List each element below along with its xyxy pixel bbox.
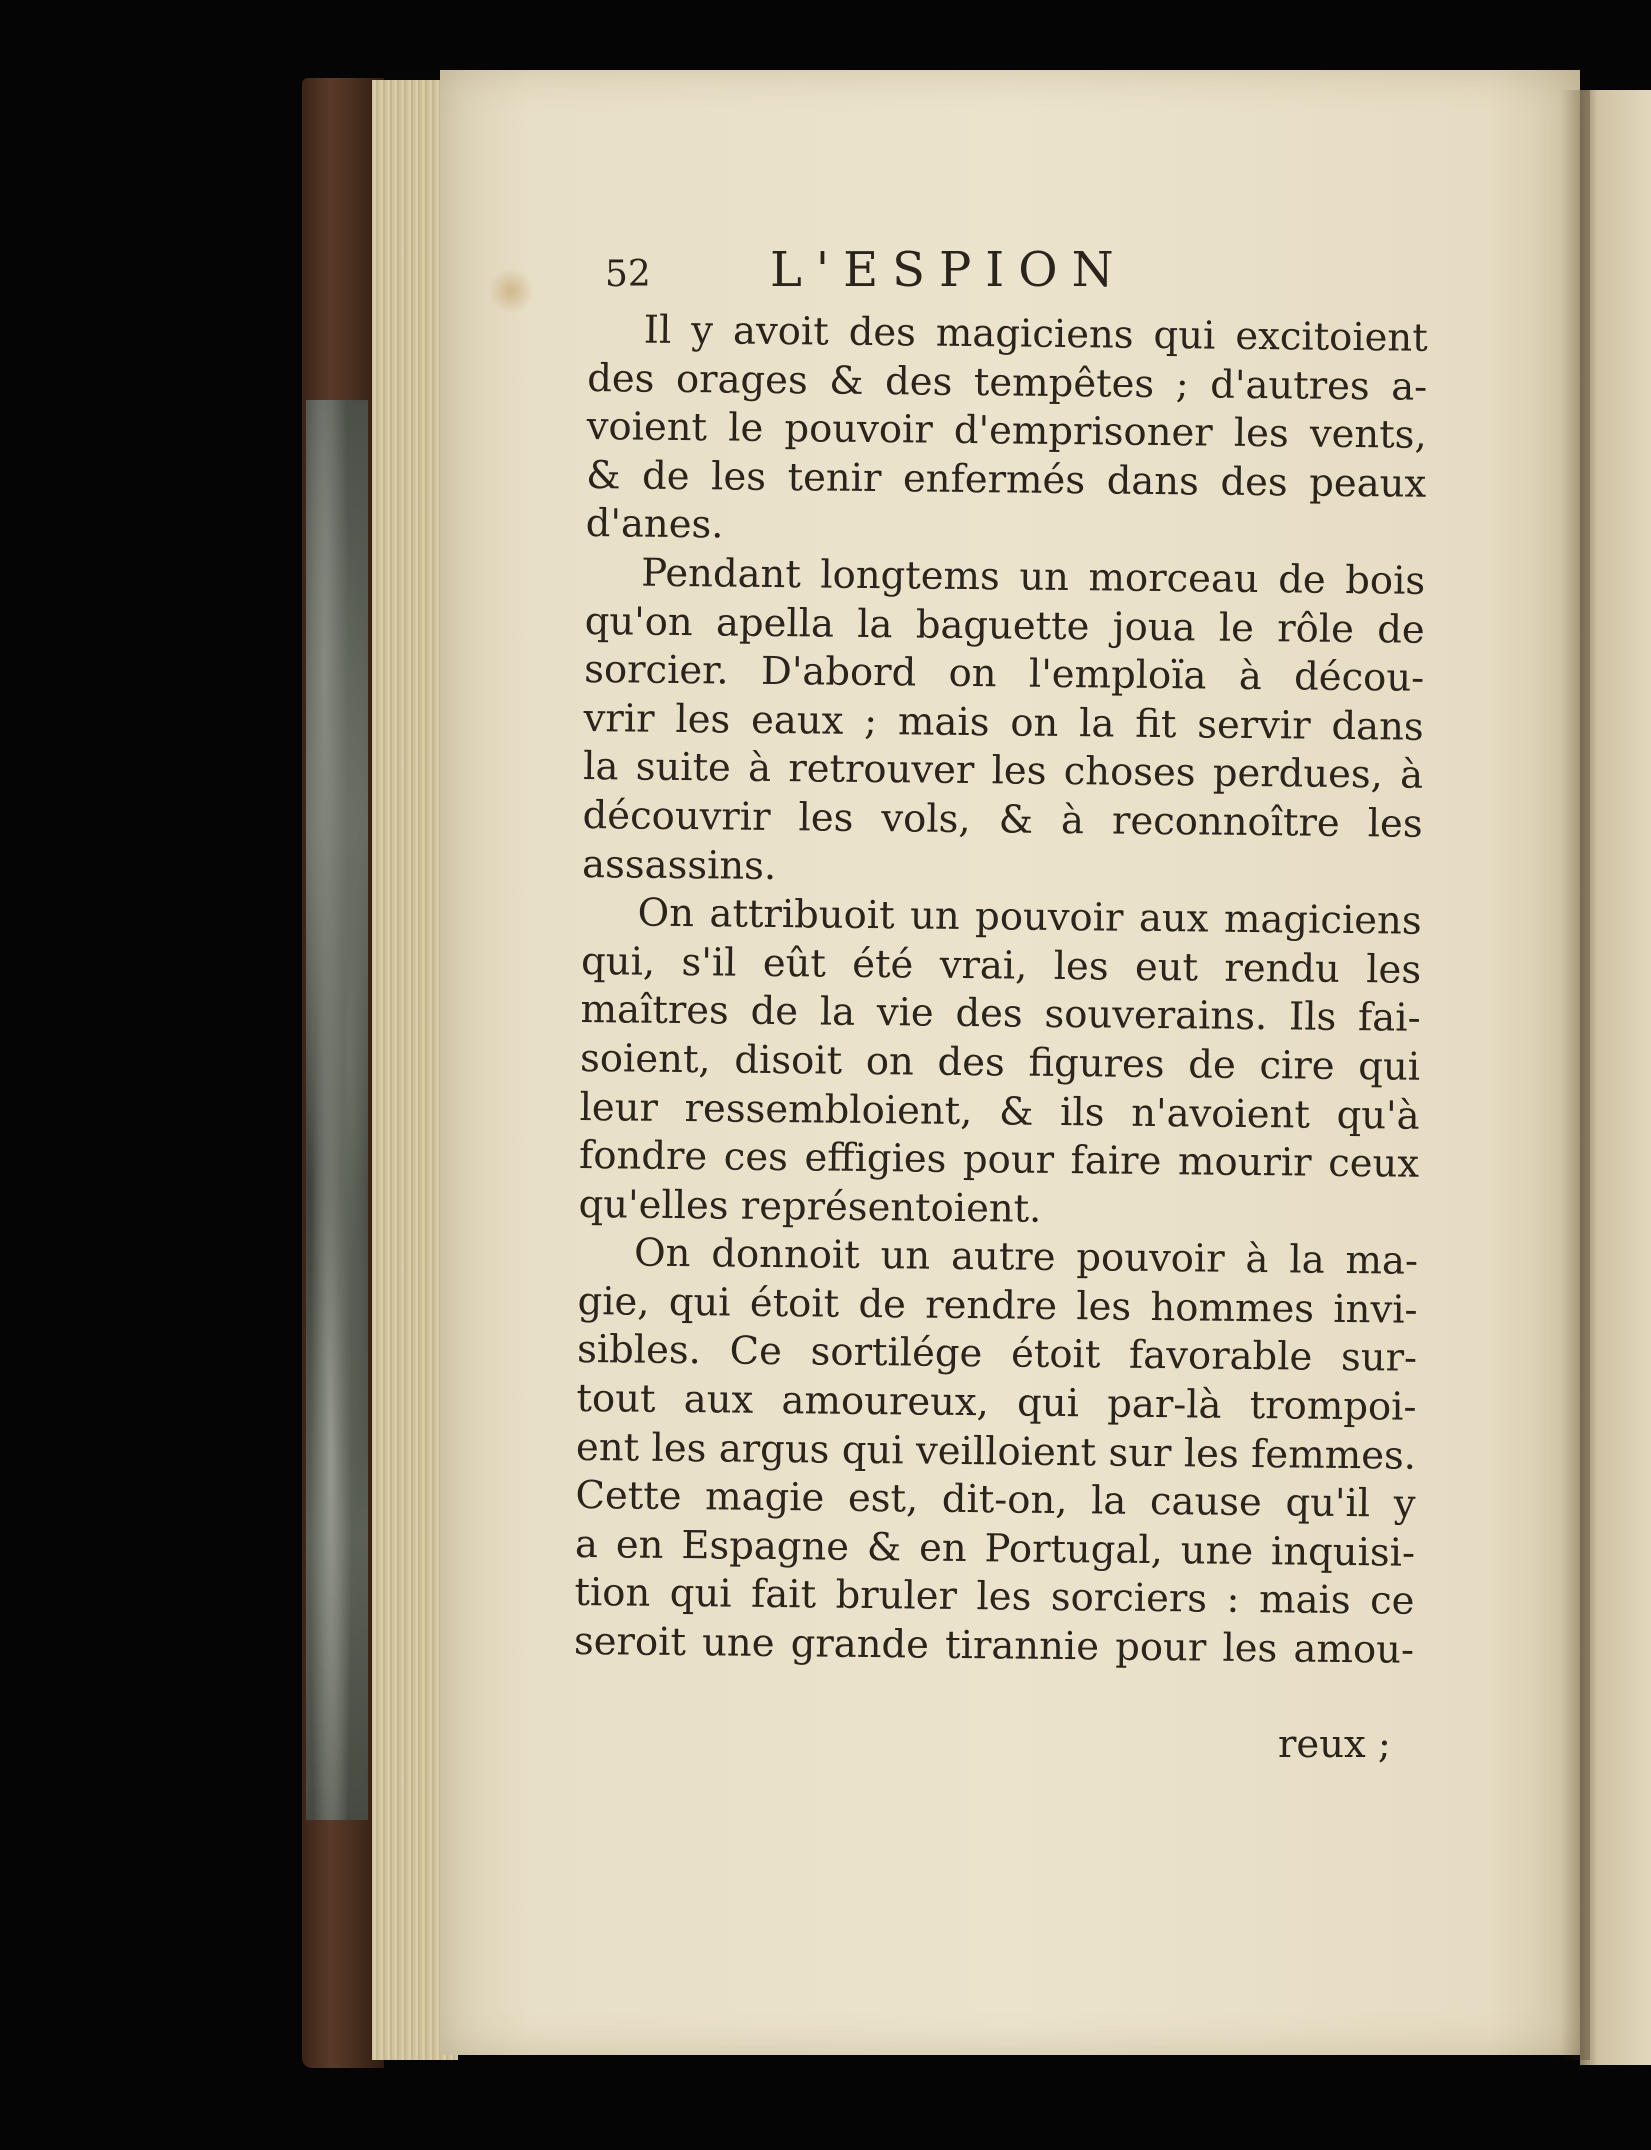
page-number: 52	[605, 254, 651, 295]
gutter-shadow	[1560, 90, 1590, 2060]
text-line: tout aux amoureux, qui par-là trompoi-	[576, 1376, 1417, 1430]
text-line: qu'elles représentoient.	[578, 1181, 1042, 1232]
paper-stain	[488, 268, 534, 314]
text-line: d'anes.	[585, 501, 724, 548]
text-line: Il y avoit des magiciens qui excitoient	[643, 307, 1428, 361]
text-line: Pendant longtems un morceau de bois	[640, 550, 1426, 604]
text-line: assassins.	[581, 841, 777, 889]
text-line: voient le pouvoir d'emprisoner les vents,	[586, 404, 1427, 458]
text-line: & de les tenir enfermés dans des peaux	[585, 452, 1427, 507]
running-head	[605, 242, 1425, 312]
text-line: la suite à retrouver les choses perdues, à	[582, 744, 1424, 799]
text-line: soient, disoit on des figures de cire qui	[579, 1035, 1421, 1090]
text-line: découvrir les vols, & à reconnoître les	[582, 792, 1423, 847]
facing-page	[1580, 90, 1651, 2065]
text-line: des orages & des tempêtes ; d'autres a-	[587, 355, 1428, 410]
text-line: gie, qui étoit de rendre les hommes invi-	[577, 1278, 1418, 1333]
text-line: qu'on apella la baguette joua le rôle de	[584, 598, 1425, 653]
text-line: ent les argus qui veilloient sur les femmes.	[575, 1424, 1417, 1479]
text-line: qui, s'il eût été vrai, les eut rendu les	[580, 938, 1422, 993]
text-line: a en Espagne & en Portugal, une inquisi-	[574, 1521, 1416, 1576]
text-line: On donnoit un autre pouvoir à la ma-	[633, 1230, 1419, 1285]
text-line: sibles. Ce sortilége étoit favorable sur-	[576, 1327, 1418, 1382]
catchword: reux ;	[1278, 1722, 1391, 1767]
text-line: Cette magie est, dit-on, la cause qu'il y	[575, 1473, 1416, 1527]
body-text	[574, 306, 1428, 1675]
text-line: seroit une grande tirannie pour les amou-	[573, 1618, 1415, 1673]
text-line: tion qui fait bruler les sorciers : mais ce	[574, 1570, 1415, 1625]
text-line: sorcier. D'abord on l'emploïa à décou-	[583, 647, 1425, 701]
page-title: L'ESPION	[770, 242, 1128, 298]
text-line: fondre ces effigies pour faire mourir ceux	[578, 1133, 1420, 1187]
text-line: leur ressembloient, & ils n'avoient qu'à	[579, 1084, 1420, 1139]
text-line: maîtres de la vie des souverains. Ils fai-	[580, 987, 1421, 1042]
marbled-cover	[306, 400, 368, 1820]
text-line: On attribuoit un pouvoir aux magiciens	[637, 890, 1422, 944]
text-line: vrir les eaux ; mais on la fit servir dans	[583, 695, 1424, 750]
